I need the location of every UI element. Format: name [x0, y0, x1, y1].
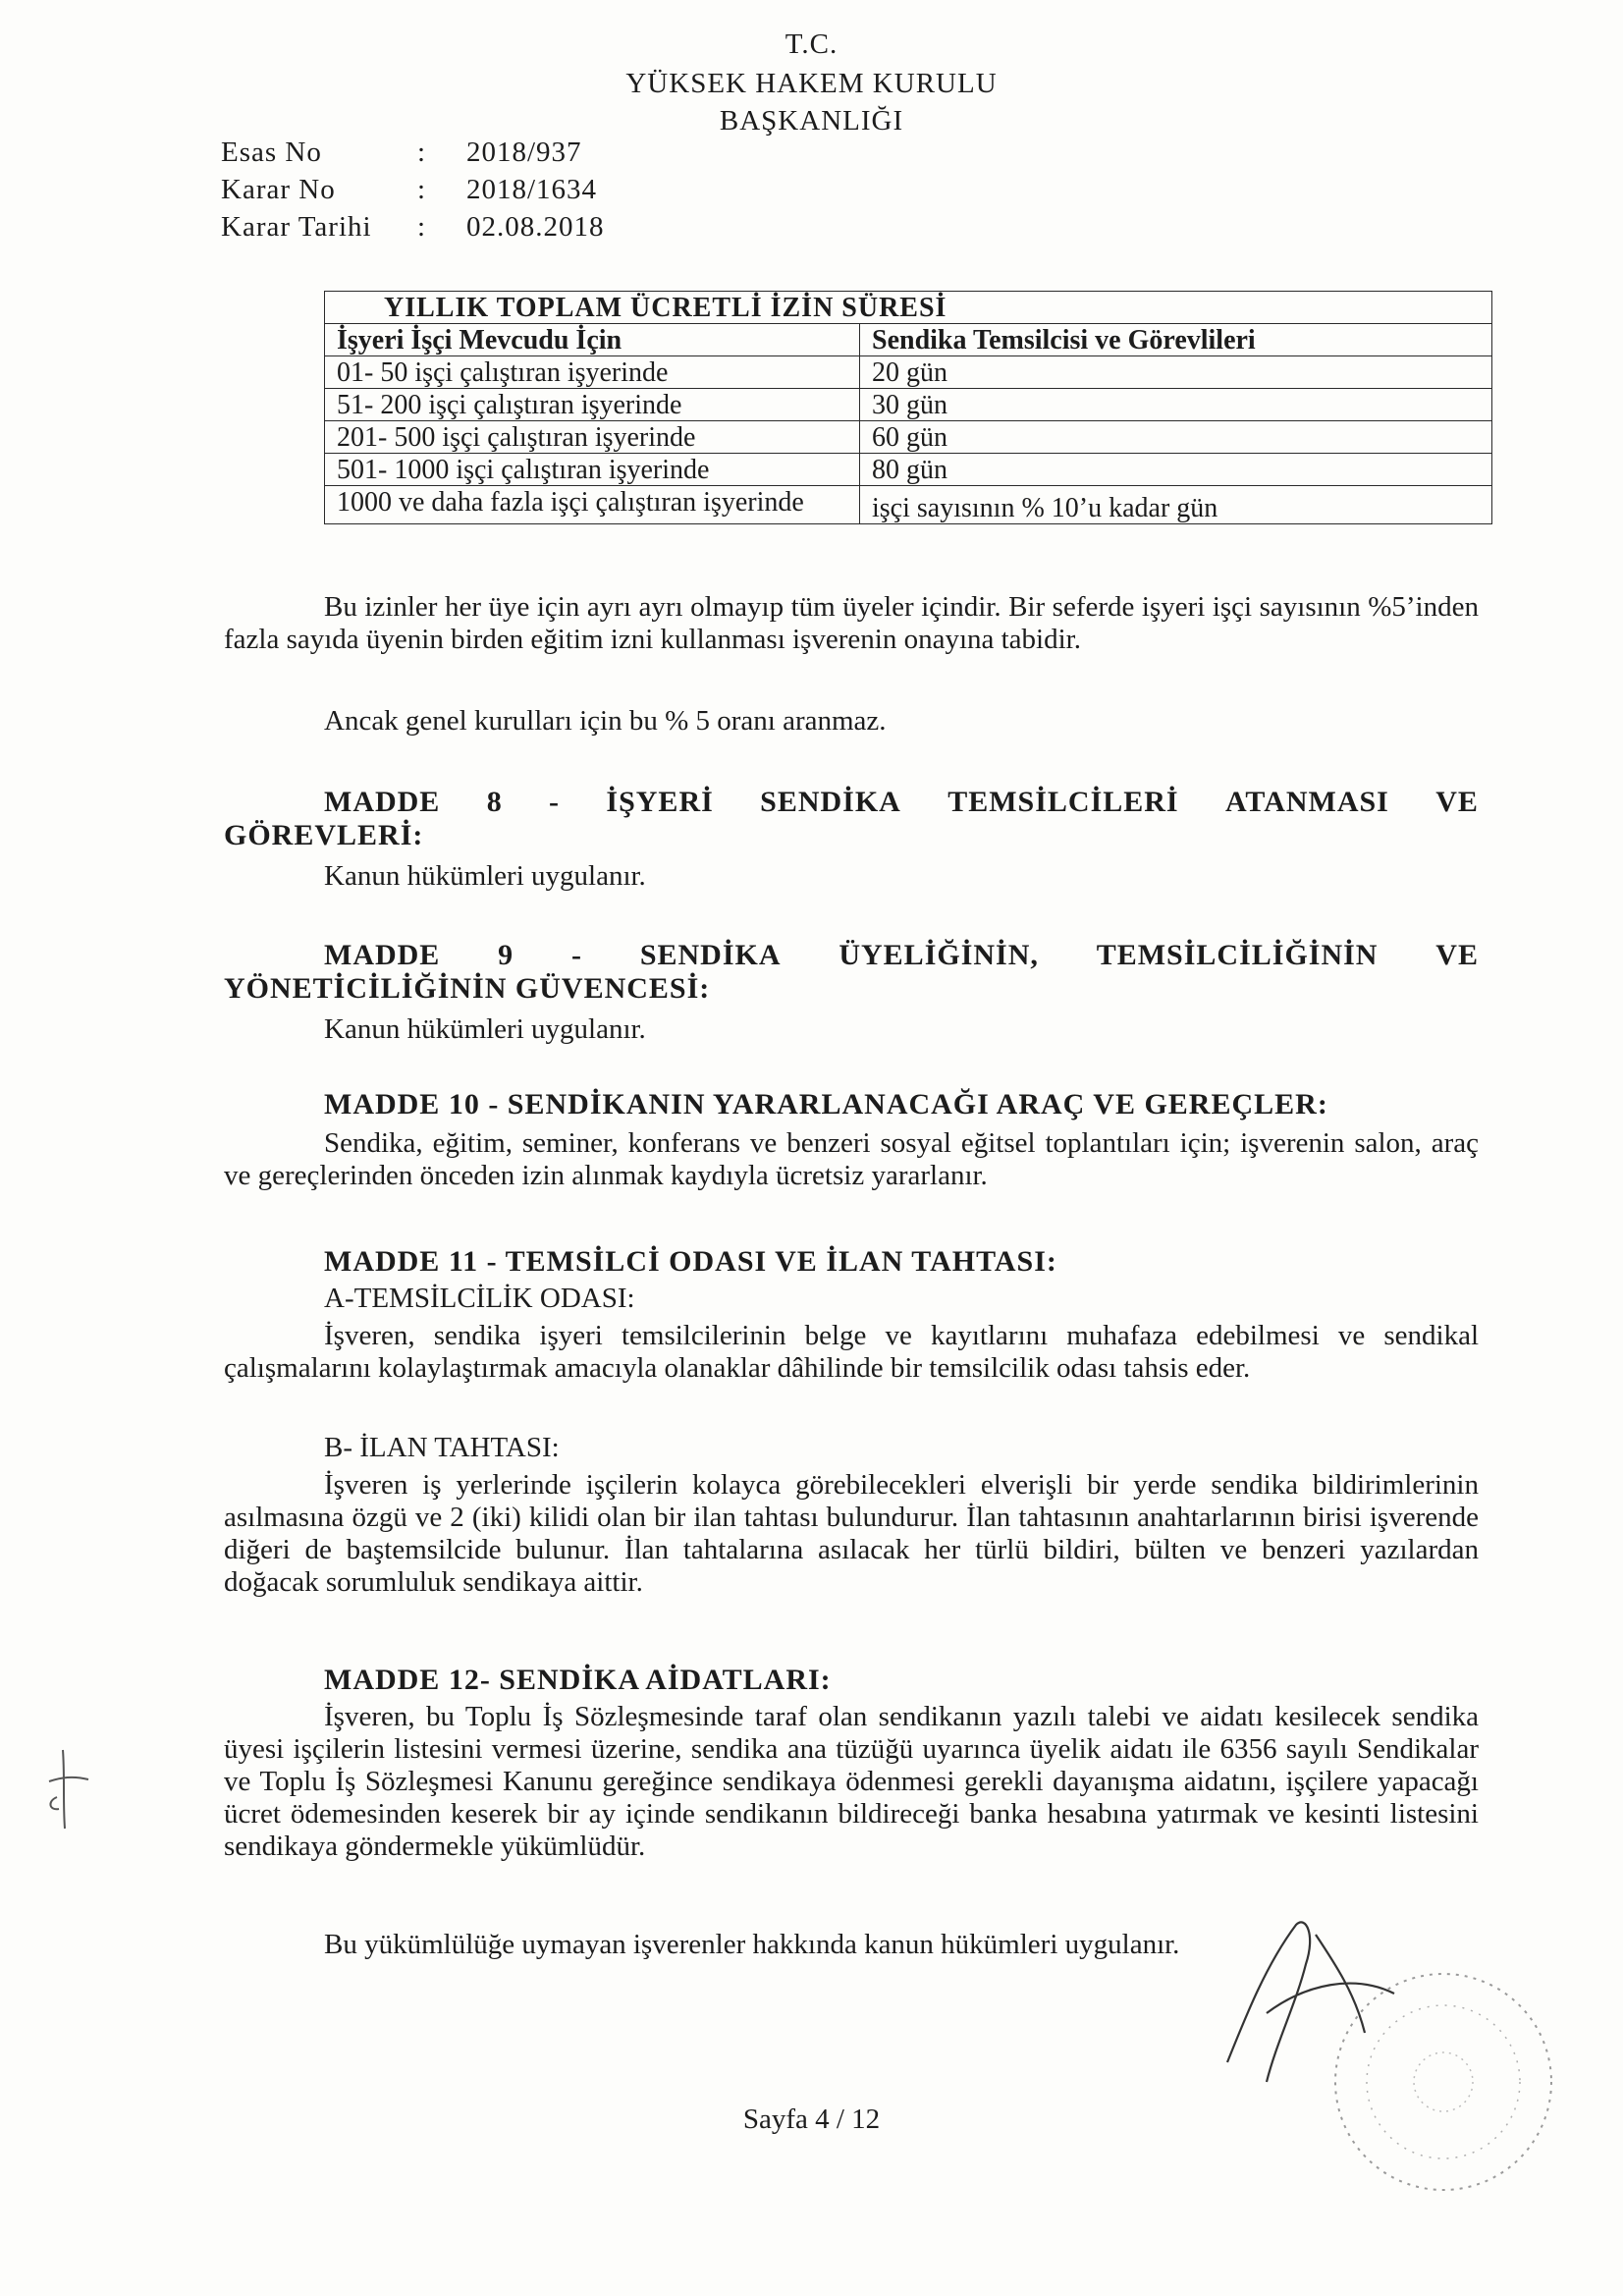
madde12-body: İşveren, bu Toplu İş Sözleşmesinde taraf olan sendikanın yazılı talebi ve aidatı kesilecek sendika üyesi işçilerin listesini vermesi üzerine, sendika ana tüzüğü uyarınca üyelik aidatı ile 6356 sayılı Sendikalar ve Toplu İş Sözleşmesi Kanunu gereğince sendikaya ödenmesi gerekli dayanışma aidatını, işçilere yapacağı ücret ödemesinden keserek bir ay içinde sendikanın bildireceği banka hesabına yatırmak ve kesinti listesini sendikaya göndermekle yükümlüdür.: [224, 1701, 1479, 1862]
madde12-heading: MADDE 12- SENDİKA AİDATLARI:: [324, 1664, 832, 1696]
esas-label: Esas No: [221, 137, 322, 168]
heading-word: 9: [498, 939, 514, 971]
table-row: [325, 421, 1492, 454]
heading-word: MADDE: [324, 939, 441, 971]
tarih-label: Karar Tarihi: [221, 211, 372, 243]
heading-word: 8: [486, 786, 503, 818]
heading-word: TEMSİLCİLİĞİNİN: [1096, 939, 1379, 971]
heading-word: -: [549, 786, 561, 818]
separator: :: [417, 137, 426, 168]
header-institution: YÜKSEK HAKEM KURULU: [625, 68, 998, 99]
table-row: [325, 454, 1492, 486]
general-assembly-note: Ancak genel kurulları için bu % 5 oranı aranmaz.: [324, 705, 887, 737]
madde8-heading-line1: [224, 786, 1479, 819]
leave-table: [324, 291, 1492, 524]
karar-row: [221, 173, 605, 206]
table-title: YILLIK TOPLAM ÜCRETLİ İZİN SÜRESİ: [325, 292, 1492, 324]
table-row: [325, 486, 1492, 524]
row-range: 1000 ve daha fazla işçi çalıştıran işyerinde: [325, 486, 860, 524]
madde9-heading-line2: YÖNETİCİLİĞİNİN GÜVENCESİ:: [224, 972, 711, 1005]
karar-label: Karar No: [221, 174, 336, 205]
madde10-body: Sendika, eğitim, seminer, konferans ve benzeri sosyal eğitsel toplantıları için; işverenin salon, araç ve gereçlerinden önceden izin alınmak kaydıyla ücretsiz yararlanır.: [224, 1127, 1479, 1191]
esas-row: [221, 136, 605, 169]
heading-word: SENDİKA: [639, 939, 782, 971]
row-range: 201- 500 işçi çalıştıran işyerinde: [325, 421, 860, 454]
madde11-a-body: İşveren, sendika işyeri temsilcilerinin belge ve kayıtlarını muhafaza edebilmesi ve sendikal çalışmalarını kolaylaştırmak amacıyla olanaklar dâhilinde bir temsilcilik odası tahsis eder.: [224, 1320, 1479, 1384]
row-days: işçi sayısının % 10’u kadar gün: [860, 486, 1492, 524]
tarih-value: 02.08.2018: [466, 211, 605, 243]
col-header-representatives: Sendika Temsilcisi ve Görevlileri: [860, 324, 1492, 356]
separator: :: [417, 174, 426, 205]
karar-value: 2018/1634: [466, 174, 598, 205]
row-range: 501- 1000 işçi çalıştıran işyerinde: [325, 454, 860, 486]
leave-note-paragraph: Bu izinler her üye için ayrı ayrı olmayıp tüm üyeler içindir. Bir seferde işyeri işçi sayısının %5’inden fazla sayıda üyenin birden eğitim izni kullanması işverenin onayına tabidir.: [224, 591, 1479, 655]
separator: :: [417, 211, 426, 243]
heading-word: ÜYELİĞİNİN,: [839, 939, 1039, 971]
madde8-body: Kanun hükümleri uygulanır.: [324, 860, 646, 892]
madde10-heading: MADDE 10 - SENDİKANIN YARARLANACAĞI ARAÇ VE GEREÇLER:: [324, 1088, 1328, 1121]
madde8-heading: [224, 786, 1479, 852]
heading-word: VE: [1435, 939, 1479, 971]
heading-word: SENDİKA: [760, 786, 901, 818]
heading-word: MADDE: [324, 786, 441, 818]
header-presidency: BAŞKANLIĞI: [719, 105, 904, 137]
madde11-b-body: İşveren iş yerlerinde işçilerin kolayca görebilecekleri elverişli bir yerde sendika bildirimlerinin asılmasına özgü ve 2 (iki) kilidi olan bir ilan tahtası bulundurur. İlan tahtasının anahtarlarının birisi işverende diğeri de baştemsilcide bulunur. İlan tahtalarına asılacak her türlü bildiri, bülten ve benzeri yazılardan doğacak sorumluluk sendikaya aittir.: [224, 1469, 1479, 1598]
heading-word: VE: [1435, 786, 1479, 818]
esas-value: 2018/937: [466, 137, 582, 168]
tarih-row: [221, 210, 605, 244]
col-header-workforce: İşyeri İşçi Mevcudu İçin: [325, 324, 860, 356]
header-tc: T.C.: [784, 28, 839, 60]
heading-word: İŞYERİ: [606, 786, 714, 818]
table-title-row: [325, 292, 1492, 324]
heading-word: -: [570, 939, 582, 971]
madde9-body: Kanun hükümleri uygulanır.: [324, 1013, 646, 1045]
heading-word: TEMSİLCİLERİ: [947, 786, 1179, 818]
table-row: [325, 389, 1492, 421]
row-range: 01- 50 işçi çalıştıran işyerinde: [325, 356, 860, 389]
margin-initial-mark: [43, 1746, 94, 1832]
table-row: [325, 356, 1492, 389]
row-days: 30 gün: [860, 389, 1492, 421]
row-range: 51- 200 işçi çalıştıran işyerinde: [325, 389, 860, 421]
row-days: 80 gün: [860, 454, 1492, 486]
madde11-a-title: A-TEMSİLCİLİK ODASI:: [324, 1283, 635, 1314]
madde11-heading: MADDE 11 - TEMSİLCİ ODASI VE İLAN TAHTASI:: [324, 1245, 1057, 1278]
madde12-sanction: Bu yükümlülüğe uymayan işverenler hakkında kanun hükümleri uygulanır.: [324, 1929, 1180, 1960]
table-header-row: [325, 324, 1492, 356]
heading-word: ATANMASI: [1224, 786, 1389, 818]
madde11-b-title: B- İLAN TAHTASI:: [324, 1432, 560, 1463]
madde8-heading-line2: GÖREVLERİ:: [224, 819, 424, 851]
madde9-heading: [224, 939, 1479, 1006]
case-meta: [221, 136, 605, 244]
row-days: 60 gün: [860, 421, 1492, 454]
madde9-heading-line1: [224, 939, 1479, 972]
row-days: 20 gün: [860, 356, 1492, 389]
page-number: Sayfa 4 / 12: [742, 2104, 881, 2135]
seal-stamp: [1316, 1964, 1571, 2200]
